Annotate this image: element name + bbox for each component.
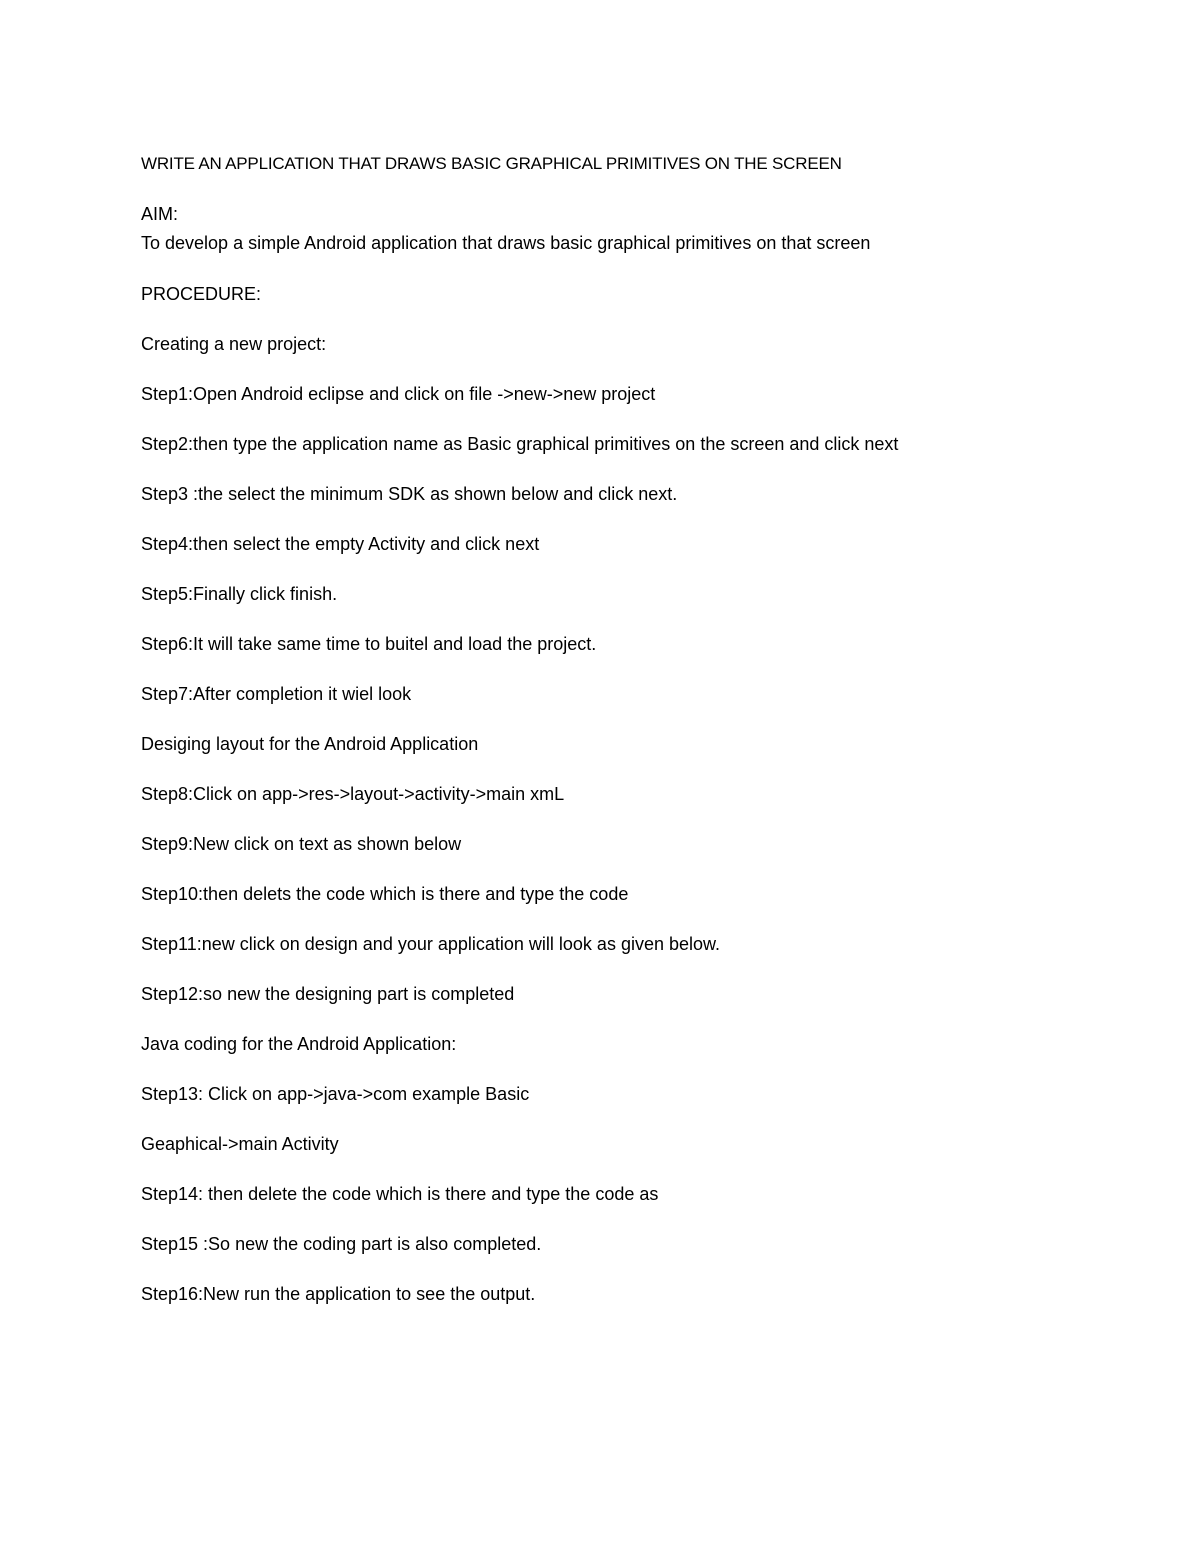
step-5: Step5:Finally click finish. [141, 584, 338, 604]
section-heading-new-project: Creating a new project: [141, 334, 327, 354]
step-15: Step15 :So new the coding part is also completed. [141, 1234, 542, 1254]
aim-text: To develop a simple Android application that draws basic graphical primitives on that screen [141, 233, 871, 253]
aim-label: AIM: [141, 204, 179, 224]
section-heading-layout: Desiging layout for the Android Application [141, 734, 479, 754]
step-13: Step13: Click on app->java->com example Basic [141, 1084, 530, 1104]
step-10: Step10:then delets the code which is there and type the code [141, 884, 629, 904]
step-9: Step9:New click on text as shown below [141, 834, 462, 854]
step-3: Step3 :the select the minimum SDK as shown below and click next. [141, 484, 678, 504]
step-6: Step6:It will take same time to buitel and load the project. [141, 634, 597, 654]
step-16: Step16:New run the application to see the output. [141, 1284, 536, 1304]
section-heading-java: Java coding for the Android Application: [141, 1034, 457, 1054]
step-12: Step12:so new the designing part is completed [141, 984, 515, 1004]
step-14: Step14: then delete the code which is there and type the code as [141, 1184, 659, 1204]
step-2: Step2:then type the application name as Basic graphical primitives on the screen and click next [141, 434, 899, 454]
step-7: Step7:After completion it wiel look [141, 684, 412, 704]
step-4: Step4:then select the empty Activity and click next [141, 534, 540, 554]
document-body [141, 150, 1141, 1330]
step-8: Step8:Click on app->res->layout->activity->main xmL [141, 784, 565, 804]
step-11: Step11:new click on design and your application will look as given below. [141, 934, 721, 954]
document-title: WRITE AN APPLICATION THAT DRAWS BASIC GRAPHICAL PRIMITIVES ON THE SCREEN [141, 154, 842, 173]
step-1: Step1:Open Android eclipse and click on file ->new->new project [141, 384, 656, 404]
step-13-continued: Geaphical->main Activity [141, 1134, 339, 1154]
aim-section [141, 200, 1141, 258]
procedure-heading: PROCEDURE: [141, 284, 262, 304]
